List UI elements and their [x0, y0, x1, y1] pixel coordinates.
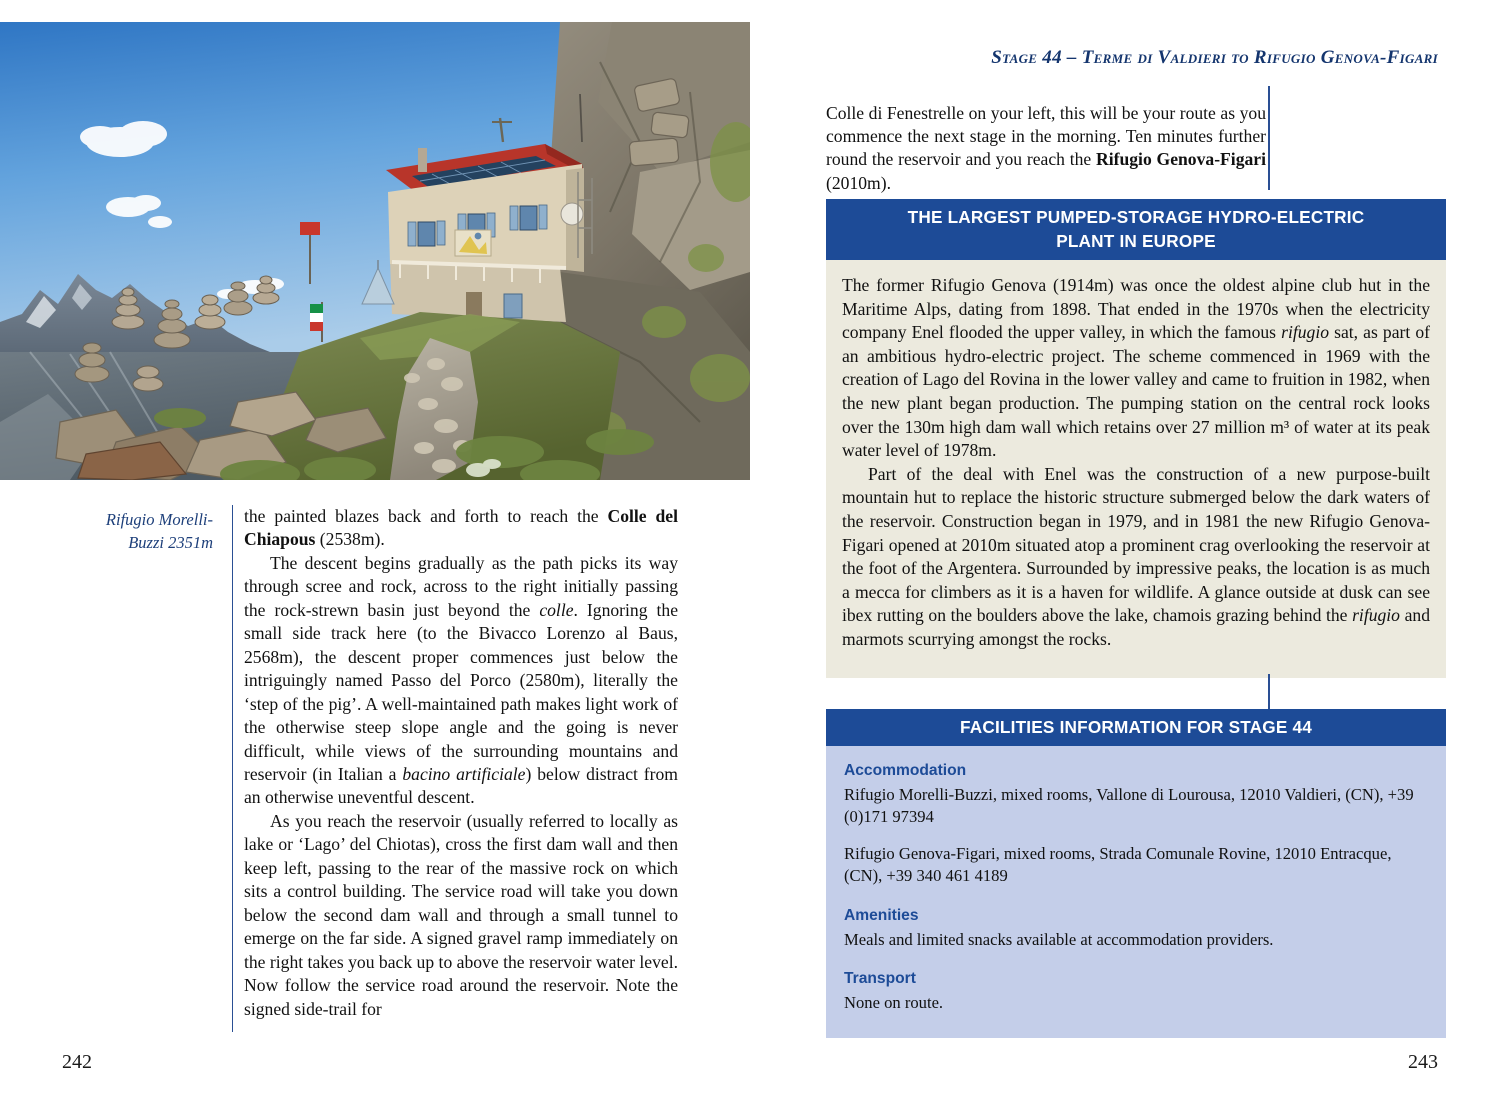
intro-paragraph: [826, 84, 1266, 213]
text-run: sat, as part of an ambitious hydro-electric project. The scheme commenced in 1969 with the creation of Lago del Rovina in the lower valley and came to fruition in 1982, when the new plant began production. The pumping station on the central rock looks over the 130m high dam wall which retains over 27 million m³ of water at its peak water level of 1978m.: [842, 322, 1430, 461]
page-number-left: 242: [62, 1051, 92, 1073]
text-run: As you reach the reservoir (usually referred to locally as lake or ‘Lago’ del Chiotas), cross the first dam wall and then keep left, passing to the rear of the massive rock on which sits a control building. The service road will take you down below the second dam wall and through a small tunnel to emerge on the far side. A signed gravel ramp immediately on the right takes you back up to above the reservoir water level. Now follow the service road around the reservoir. Note the signed side-trail for: [244, 810, 678, 1019]
text-run: colle: [539, 599, 574, 620]
text-run: Part of the deal with Enel was the construction of a new purpose-built mountain hut to replace the historic structure submerged below the dark waters of the reservoir. Construction began in 1979, and in 1981 the new Rifugio Genova-Figari opened at 2010m situated atop a prominent crag overlooking the reservoir at the foot of the Argentera. Surrounded by impressive peaks, the location is as much a mecca for climbers as it is a haven for wildlife. A glance outside at dusk can see ibex rutting on the boulders above the lake, chamois grazing behind the: [842, 463, 1430, 626]
text-run: . Ignoring the small side track here (to the Bivacco Lorenzo al Baus, 2568m), the descent proper commences just below the intriguingly named Passo del Porco (2580m), literally the ‘step of the pig’. A well-maintained path makes light work of the otherwise steep slope angle and the going is never difficult, while views of the surrounding mountains and reservoir (in Italian a: [244, 599, 678, 784]
paragraph: [826, 102, 1266, 196]
text-run: (2538m).: [315, 529, 385, 550]
facilities-box-header: FACILITIES INFORMATION FOR STAGE 44: [826, 709, 1446, 746]
caption-line-1: Rifugio Morelli-: [105, 510, 213, 529]
feature-information-box: [826, 199, 1446, 678]
column-divider-rule: [232, 505, 233, 1032]
feature-box-body: [826, 260, 1446, 678]
paragraph: [842, 463, 1430, 652]
facilities-section-heading: Accommodation: [844, 762, 967, 779]
text-run: bacino artificiale: [402, 763, 526, 784]
right-page: [750, 0, 1500, 1112]
text-run: ) below distract from an otherwise uneventful descent.: [244, 763, 678, 808]
facilities-entry: Rifugio Morelli-Buzzi, mixed rooms, Vallone di Lourousa, 12010 Valdieri, (CN), +39 (0)171 97394: [844, 784, 1414, 827]
facilities-entry: Rifugio Genova-Figari, mixed rooms, Strada Comunale Rovine, 12010 Entracque, (CN), +39 340 461 4189: [844, 843, 1392, 886]
caption-line-2: Buzzi 2351m: [128, 533, 213, 552]
facilities-entry: Meals and limited snacks available at accommodation providers.: [844, 929, 1274, 949]
feature-title-line-2: PLANT IN EUROPE: [1056, 231, 1216, 251]
text-run: Colle di Fenestrelle on your left, this will be your route as you commence the next stage in the morning. Ten minutes further round the reservoir and you reach the: [826, 102, 1266, 170]
text-run: rifugio: [1281, 322, 1330, 343]
paragraph: [842, 274, 1430, 463]
facilities-information-box: [826, 709, 1446, 1038]
text-run: Colle del Chiapous: [244, 506, 678, 550]
left-body-text: [244, 505, 678, 1021]
photo-caption: [48, 508, 213, 554]
callout-connector-bottom: [1268, 674, 1270, 710]
text-run: (2010m).: [826, 172, 891, 193]
photo-illustration: [0, 22, 750, 480]
text-run: The descent begins gradually as the path picks its way through scree and rock, across to the right initially passing the rock-strewn basin just beyond the: [244, 552, 678, 620]
facilities-section-heading: Amenities: [844, 906, 919, 924]
text-run: Rifugio Genova-Figari: [1096, 149, 1266, 170]
callout-connector-top: [1268, 86, 1270, 190]
facilities-box-body: [826, 746, 1446, 1038]
text-run: and marmots scurrying amongst the rocks.: [842, 605, 1430, 649]
text-run: The former Rifugio Genova (1914m) was once the oldest alpine club hut in the Maritime Alps, dating from 1898. That ended in the 1970s when the electricity company Enel flooded the upper valley, in which the famous: [842, 275, 1430, 343]
paragraph: [244, 552, 678, 810]
paragraph: [244, 810, 678, 1021]
photo-rifugio-morelli-buzzi: [0, 22, 750, 480]
text-run: rifugio: [1352, 605, 1400, 626]
feature-box-header: [826, 199, 1446, 260]
running-header: Stage 44 – Terme di Valdieri to Rifugio Genova-Figari: [991, 47, 1438, 68]
text-run: the painted blazes back and forth to reach the: [244, 506, 608, 526]
feature-title-line-1: THE LARGEST PUMPED-STORAGE HYDRO-ELECTRIC: [907, 207, 1365, 227]
page-number-right: 243: [1408, 1051, 1438, 1073]
facilities-entry: None on route.: [844, 992, 944, 1012]
facilities-section-heading: Transport: [844, 970, 916, 988]
paragraph: [244, 505, 678, 552]
